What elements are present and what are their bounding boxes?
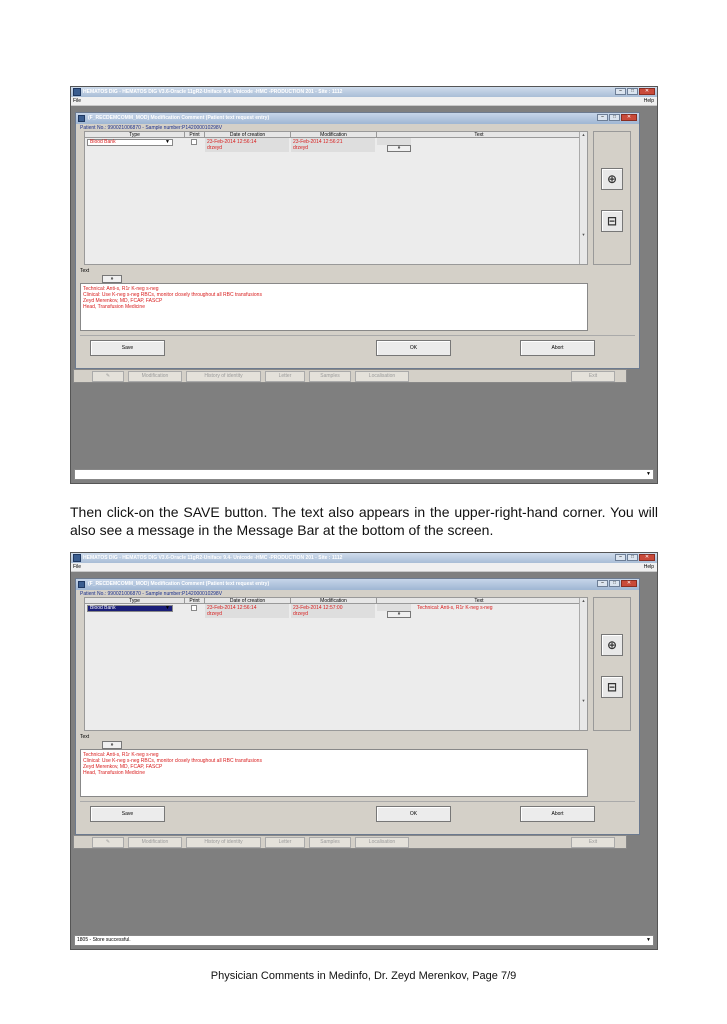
window-title: HEMATOS DIG - HEMATOS DIG V3.6-Oracle 11gR2-Uniface 9.4- Unicode -HMC -PRODUCTION 201 - Site : 1112 xyxy=(83,555,343,561)
print-checkbox[interactable] xyxy=(191,139,197,145)
exit-button[interactable]: Exit xyxy=(571,371,615,382)
close-icon[interactable]: ✕ xyxy=(639,88,655,95)
plus-icon: ⊕ xyxy=(606,638,618,652)
save-button[interactable]: Save xyxy=(90,806,165,822)
modified-date: 23-Feb-2014 12:57:00 xyxy=(293,605,343,611)
text-section-label: Text xyxy=(80,734,90,740)
text-line: Zeyd Merenkov, MD, FCAP, FASCP xyxy=(83,298,163,304)
app-title-bar xyxy=(71,87,657,97)
maximize-icon[interactable]: □ xyxy=(627,88,638,95)
chevron-down-icon: ▼ xyxy=(165,139,170,145)
created-by: drzeyd xyxy=(207,611,223,617)
dialog-title-bar xyxy=(76,579,639,590)
print-checkbox[interactable] xyxy=(191,605,197,611)
exit-button[interactable]: Exit xyxy=(571,837,615,848)
dialog-icon xyxy=(78,581,85,588)
screenshot-1 xyxy=(70,86,658,484)
modified-date: 23-Feb-2014 12:56:21 xyxy=(293,139,343,145)
col-modification: Modification xyxy=(291,132,377,138)
menu-help[interactable]: Help xyxy=(643,564,654,570)
comment-text-area[interactable] xyxy=(80,283,588,331)
status-message: 1805 - Store successful. xyxy=(77,937,131,943)
modification-button[interactable]: Modification xyxy=(128,371,182,382)
modification-button[interactable]: Modification xyxy=(128,837,182,848)
menu-bar xyxy=(71,563,657,572)
add-row-button[interactable] xyxy=(601,634,623,656)
col-type: Type xyxy=(85,598,185,604)
minus-icon: ⊟ xyxy=(606,214,618,228)
text-expand-button[interactable]: » xyxy=(102,275,122,283)
row-actions-panel xyxy=(593,131,631,265)
text-line: Head, Transfusion Medicine xyxy=(83,304,145,310)
table-scrollbar[interactable]: ▲ ▼ xyxy=(579,598,587,730)
add-row-button[interactable] xyxy=(601,168,623,190)
table-row[interactable] xyxy=(85,138,587,152)
type-value: Blood Bank xyxy=(90,605,116,611)
app-icon xyxy=(73,88,81,96)
dialog-button-bar xyxy=(80,801,635,825)
text-cell-box xyxy=(377,138,411,145)
col-text: Text xyxy=(474,132,484,138)
row-text: Technical: Anti-s, R1r K-neg s-neg xyxy=(417,605,493,611)
menu-file[interactable]: File xyxy=(73,98,82,104)
samples-button[interactable]: Samples xyxy=(309,837,351,848)
text-toolbar xyxy=(80,275,124,283)
dialog-icon xyxy=(78,115,85,122)
text-line: Technical: Anti-s, R1r K-neg s-neg xyxy=(83,286,159,292)
close-icon[interactable]: ✕ xyxy=(621,580,637,587)
localisation-button[interactable]: Localisation xyxy=(355,837,409,848)
screenshot-2 xyxy=(70,552,658,950)
remove-row-button[interactable] xyxy=(601,210,623,232)
row-actions-panel xyxy=(593,597,631,731)
page-footer: Physician Comments in Medinfo, Dr. Zeyd Merenkov, Page 7/9 xyxy=(210,970,517,982)
menu-file[interactable]: File xyxy=(73,564,82,570)
dialog-title: (F_RECDEMCOMM_MOD) Modification Comment (Patient text request entry) xyxy=(88,581,270,587)
dialog-button-bar xyxy=(80,335,635,359)
expand-text-button[interactable]: » xyxy=(387,611,411,618)
maximize-icon[interactable]: □ xyxy=(609,114,620,121)
app-icon xyxy=(73,554,81,562)
minus-icon: ⊟ xyxy=(606,680,618,694)
type-select[interactable] xyxy=(87,605,173,612)
text-expand-button[interactable]: » xyxy=(102,741,122,749)
close-icon[interactable]: ✕ xyxy=(621,114,637,121)
signature-icon[interactable]: ✎ xyxy=(92,837,124,848)
maximize-icon[interactable]: □ xyxy=(627,554,638,561)
text-line: Clinical: Use K-neg s-neg RBCs, monitor closely throughout all RBC transfusions xyxy=(83,292,262,298)
abort-button[interactable]: Abort xyxy=(520,340,595,356)
plus-icon: ⊕ xyxy=(606,172,618,186)
letter-button[interactable]: Letter xyxy=(265,371,305,382)
message-bar[interactable] xyxy=(74,469,654,480)
remove-row-button[interactable] xyxy=(601,676,623,698)
dialog-title: (F_RECDEMCOMM_MOD) Modification Comment (Patient text request entry) xyxy=(88,115,270,121)
text-cell-box xyxy=(377,604,411,611)
message-bar[interactable] xyxy=(74,935,654,946)
col-text: Text xyxy=(474,598,484,604)
comment-dialog xyxy=(75,578,640,835)
text-line: Technical: Anti-s, R1r K-neg s-neg xyxy=(83,752,159,758)
comment-text-area[interactable] xyxy=(80,749,588,797)
text-line: Zeyd Merenkov, MD, FCAP, FASCP xyxy=(83,764,163,770)
background-toolbar xyxy=(73,369,627,383)
menu-help[interactable]: Help xyxy=(643,98,654,104)
chevron-down-icon[interactable]: ▼ xyxy=(646,471,651,477)
expand-text-button[interactable]: » xyxy=(387,145,411,152)
letter-button[interactable]: Letter xyxy=(265,837,305,848)
type-value: Blood Bank xyxy=(90,139,116,145)
history-button[interactable]: History of identity xyxy=(186,371,261,382)
samples-button[interactable]: Samples xyxy=(309,371,351,382)
ok-button[interactable]: OK xyxy=(376,340,451,356)
maximize-icon[interactable]: □ xyxy=(609,580,620,587)
col-type: Type xyxy=(85,132,185,138)
text-line: Head, Transfusion Medicine xyxy=(83,770,145,776)
comment-dialog xyxy=(75,112,640,369)
minimize-icon[interactable]: – xyxy=(615,554,626,561)
background-toolbar xyxy=(73,835,627,849)
text-toolbar xyxy=(80,741,124,749)
save-button[interactable]: Save xyxy=(90,340,165,356)
localisation-button[interactable]: Localisation xyxy=(355,371,409,382)
created-date: 23-Feb-2014 12:56:14 xyxy=(207,139,257,145)
comments-table xyxy=(84,597,588,731)
text-section-label: Text xyxy=(80,268,90,274)
created-by: drzeyd xyxy=(207,145,223,151)
close-icon[interactable]: ✕ xyxy=(639,554,655,561)
dialog-title-bar xyxy=(76,113,639,124)
modified-by: drzeyd xyxy=(293,611,309,617)
history-button[interactable]: History of identity xyxy=(186,837,261,848)
comments-table xyxy=(84,131,588,265)
col-print: Print xyxy=(185,132,205,138)
instruction-text: Then click-on the SAVE button. The text also appears in the upper-right-hand corner. You will also see a message in the Message Bar at the bottom of the screen. xyxy=(70,504,658,538)
patient-info: Patient No.: 990021006870 - Sample number:P142000010298V xyxy=(80,125,223,131)
created-date: 23-Feb-2014 12:56:14 xyxy=(207,605,257,611)
app-title-bar xyxy=(71,553,657,563)
col-created: Date of creation xyxy=(205,132,291,138)
col-created: Date of creation xyxy=(205,598,291,604)
abort-button[interactable]: Abort xyxy=(520,806,595,822)
chevron-down-icon[interactable]: ▼ xyxy=(646,937,651,943)
table-row[interactable] xyxy=(85,604,587,618)
chevron-down-icon: ▼ xyxy=(165,605,170,611)
col-modification: Modification xyxy=(291,598,377,604)
type-select[interactable] xyxy=(87,139,173,146)
text-line: Clinical: Use K-neg s-neg RBCs, monitor closely throughout all RBC transfusions xyxy=(83,758,262,764)
ok-button[interactable]: OK xyxy=(376,806,451,822)
col-print: Print xyxy=(185,598,205,604)
modified-by: drzeyd xyxy=(293,145,309,151)
patient-info: Patient No.: 990021006870 - Sample number:P142000010298V xyxy=(80,591,223,597)
menu-bar xyxy=(71,97,657,106)
minimize-icon[interactable]: – xyxy=(597,580,608,587)
minimize-icon[interactable]: – xyxy=(615,88,626,95)
table-scrollbar[interactable]: ▲ ▼ xyxy=(579,132,587,264)
window-title: HEMATOS DIG - HEMATOS DIG V3.6-Oracle 11gR2-Uniface 9.4- Unicode -HMC -PRODUCTION 201 - Site : 1112 xyxy=(83,89,343,95)
minimize-icon[interactable]: – xyxy=(597,114,608,121)
signature-icon[interactable]: ✎ xyxy=(92,371,124,382)
